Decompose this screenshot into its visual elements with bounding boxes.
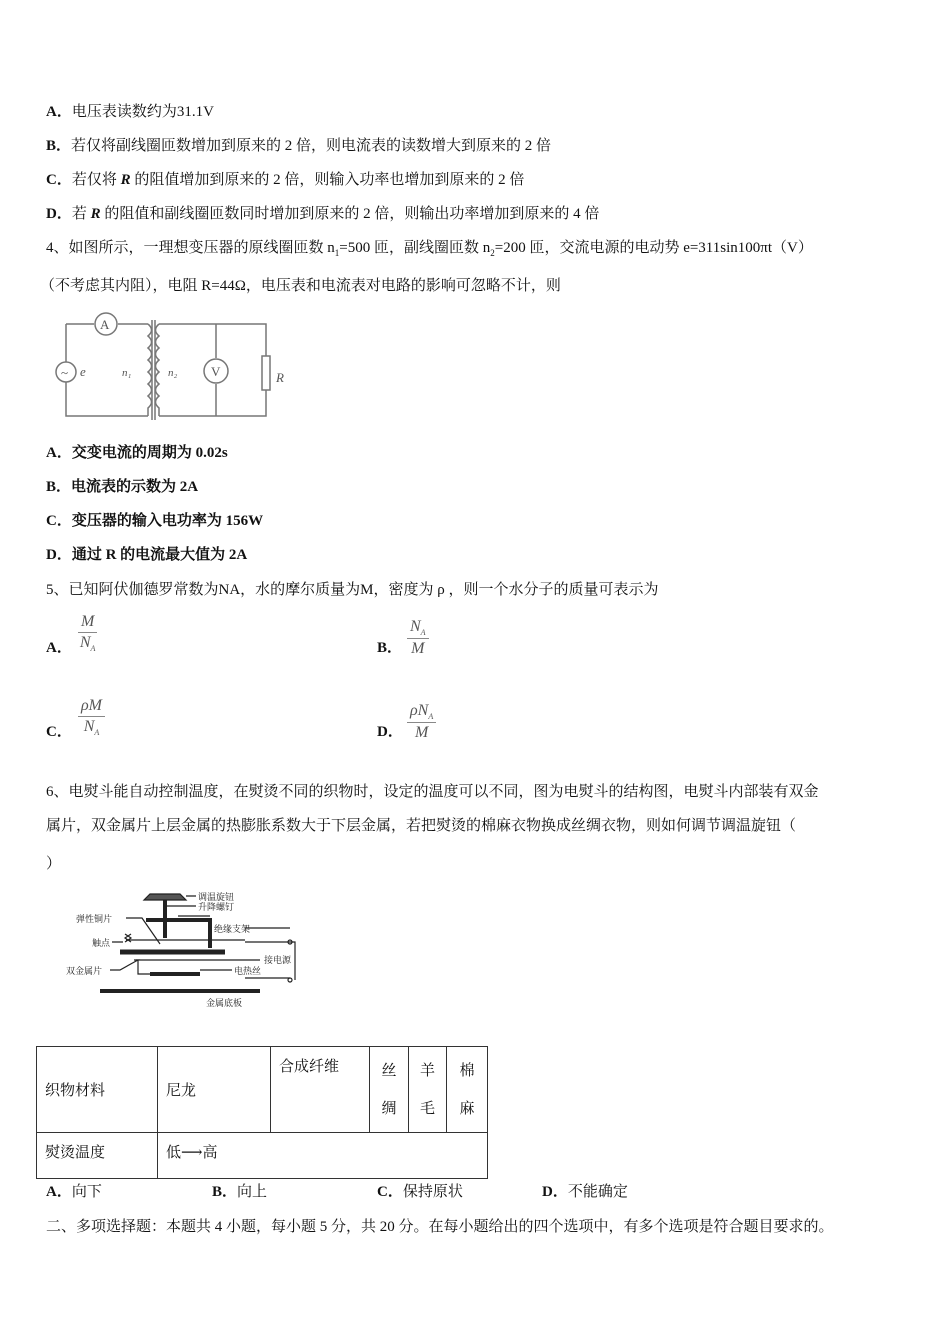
transformer-circuit-diagram [46, 310, 306, 425]
q6-option-b: B．向上 [212, 1184, 268, 1200]
n2-label: n₂ [168, 367, 178, 379]
q6-stem-line3: ） [46, 856, 62, 872]
q3-option-c: C．若仅将 R 的阻值增加到原来的 2 倍，则输入功率也增加到原来的 2 倍 [46, 172, 525, 188]
table-row [37, 1047, 488, 1133]
arrow-right-icon: ⟶ [181, 1145, 203, 1161]
n1-label: n₁ [122, 367, 132, 379]
q3-option-b: B．若仅将副线圈匝数增加到原来的 2 倍，则电流表的读数增大到原来的 2 倍 [46, 138, 552, 154]
table-cell: 尼龙 [158, 1047, 271, 1133]
source-label: ~ [61, 365, 69, 380]
table-cell: 合成纤维 [271, 1047, 370, 1133]
q4-option-c: C．变压器的输入电功率为 156W [46, 513, 264, 529]
resistor-symbol [262, 356, 270, 390]
q4-option-a: A．交变电流的周期为 0.02s [46, 445, 228, 461]
q6-option-c: C．保持原状 [377, 1184, 463, 1200]
emf-label: e [80, 364, 86, 379]
q5-option-a-fraction: $\frac{M}{N_A}$ [79, 613, 96, 654]
table-row [37, 1133, 488, 1179]
ammeter-label: A [100, 317, 110, 332]
q5-option-d-label: D． [377, 724, 403, 740]
temperature-knob-shape [144, 894, 186, 900]
q4-option-b: B．电流表的示数为 2A [46, 479, 199, 495]
power-label: 接电源 [264, 955, 292, 965]
q5-option-b-label: B． [377, 640, 403, 656]
table-cell: 熨烫温度 [37, 1133, 158, 1179]
screw-label: 升降螺钉 [198, 902, 235, 912]
fabric-temperature-table [36, 1046, 488, 1179]
table-cell: 棉 麻 [447, 1047, 488, 1133]
q4-stem-line1: 4、如图所示，一理想变压器的原线圈匝数 $n_1=500$ 匝，副线圈匝数 $n_2=200$ 匝，交流电源的电动势 e=311sin100πt（V） [46, 240, 813, 258]
q6-stem-line1: 6、电熨斗能自动控制温度，在熨烫不同的织物时，设定的温度可以不同，图为电熨斗的结构图，电熨斗内部装有双金 [46, 784, 819, 800]
table-cell: 羊 毛 [409, 1047, 447, 1133]
table-cell: 丝 绸 [370, 1047, 409, 1133]
q5-option-b-fraction: $\frac{N_A}{M}$ [407, 618, 429, 658]
base-label: 金属底板 [206, 998, 243, 1008]
q5-option-d-fraction: $\rho N_A$ M [407, 702, 436, 742]
q5-option-c-label: C． [46, 724, 72, 740]
table-cell: 低⟶高 [158, 1133, 488, 1179]
contact-label: 触点 [92, 938, 111, 948]
section-2-heading: 二、多项选择题：本题共 4 小题，每小题 5 分，共 20 分。在每小题给出的四个选项中，有多个选项是符合题目要求的。 [46, 1219, 834, 1235]
q5-option-a-label: A． [46, 640, 72, 656]
q4-option-d: D．通过 R 的电流最大值为 2A [46, 547, 248, 563]
q5-stem: 5、已知阿伏伽德罗常数为NA，水的摩尔质量为M，密度为 ρ ，则一个水分子的质量可表示为 [46, 582, 659, 598]
bimetal-label: 双金属片 [66, 966, 103, 976]
resistor-label: R [276, 370, 284, 385]
support-label: 绝缘支架 [214, 924, 251, 934]
copper-sheet-label: 弹性铜片 [76, 914, 113, 924]
electric-iron-structure-diagram [60, 890, 300, 1012]
q4-stem-line2: （不考虑其内阻），电阻 R=44Ω，电压表和电流表对电路的影响可忽略不计，则 [40, 278, 561, 294]
q6-stem-line2: 属片，双金属片上层金属的热膨胀系数大于下层金属，若把熨烫的棉麻衣物换成丝绸衣物，则如何调节调温旋钮（ [46, 818, 797, 834]
q5-option-c-fraction: $\frac{\rho M}{N_A}$ [78, 697, 105, 737]
q6-option-a: A．向下 [46, 1184, 102, 1200]
heater-label: 电热丝 [234, 966, 262, 976]
q6-option-d: D．不能确定 [542, 1184, 628, 1200]
voltmeter-label: V [211, 364, 221, 379]
knob-label: 调温旋钮 [198, 892, 235, 902]
q3-option-a: A．电压表读数约为31.1V [46, 104, 214, 120]
q3-option-d: D．若 R 的阻值和副线圈匝数同时增加到原来的 2 倍，则输出功率增加到原来的 4 倍 [46, 206, 600, 222]
table-cell: 织物材料 [37, 1047, 158, 1133]
